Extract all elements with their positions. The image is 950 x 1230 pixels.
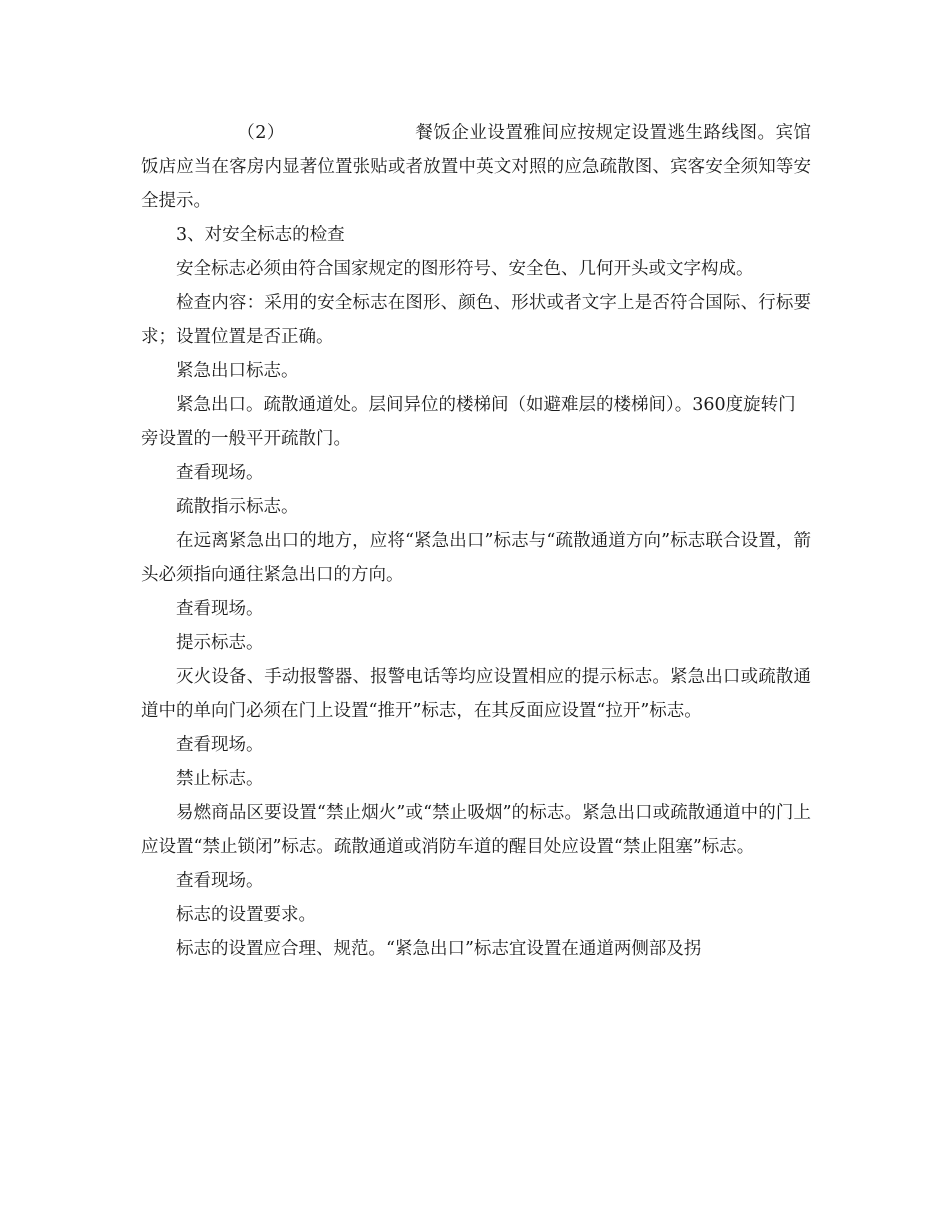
subheading: 标志的设置要求。 — [176, 905, 316, 925]
document-body — [141, 116, 811, 966]
paragraph: 查看现场。 — [176, 599, 264, 619]
subheading: 紧急出口标志。 — [176, 361, 299, 381]
subheading: 疏散指示标志。 — [176, 497, 299, 517]
paragraph: 灭火设备、手动报警器、报警电话等均应设置相应的提示标志。紧急出口或疏散通道中的单向门必须在门上设置“推开”标志，在其反面应设置“拉开”标志。 — [141, 667, 811, 721]
paragraph-hotel-evacuation — [141, 116, 811, 218]
paragraph: 查看现场。 — [176, 871, 264, 891]
paragraph: 查看现场。 — [176, 735, 264, 755]
paragraph: 检查内容：采用的安全标志在图形、颜色、形状或者文字上是否符合国际、行标要求；设置位置是否正确。 — [141, 293, 811, 347]
paragraph: 查看现场。 — [176, 463, 264, 483]
subheading: 提示标志。 — [176, 633, 264, 653]
paragraph: 紧急出口。疏散通道处。层间异位的楼梯间（如避难层的楼梯间）。360度旋转门旁设置的一般平开疏散门。 — [141, 395, 796, 449]
section-heading: 3、对安全标志的检查 — [176, 225, 345, 245]
paragraph: 安全标志必须由符合国家规定的图形符号、安全色、几何开头或文字构成。 — [176, 259, 754, 279]
paragraph: 标志的设置应合理、规范。“紧急出口”标志宜设置在通道两侧部及拐 — [176, 939, 702, 959]
paragraph: 易燃商品区要设置“禁止烟火”或“禁止吸烟”的标志。紧急出口或疏散通道中的门上应设置“禁止锁闭”标志。疏散通道或消防车道的醒目处应设置“禁止阻塞”标志。 — [141, 803, 811, 857]
paragraph-text: 餐饭企业设置雅间应按规定设置逃生路线图。宾馆饭店应当在客房内显著位置张贴或者放置中英文对照的应急疏散图、宾客安全须知等安全提示。 — [141, 123, 812, 211]
paragraph: 在远离紧急出口的地方，应将“紧急出口”标志与“疏散通道方向”标志联合设置，箭头必须指向通往紧急出口的方向。 — [141, 531, 811, 585]
item-number: （2） — [237, 123, 285, 143]
subheading: 禁止标志。 — [176, 769, 264, 789]
